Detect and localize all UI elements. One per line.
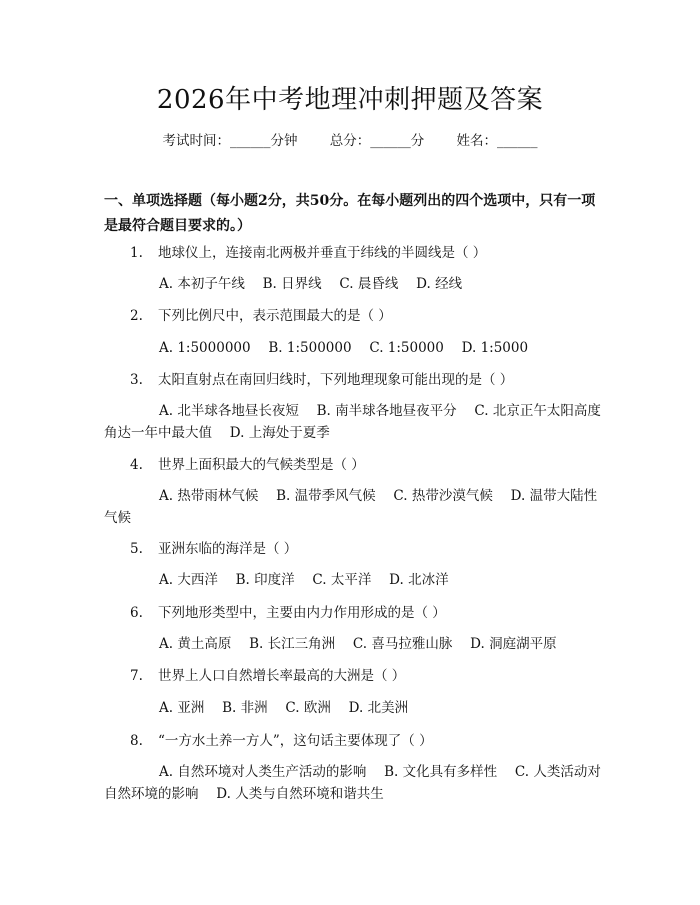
question-number: 3. [130, 372, 143, 388]
question-stem: 太阳直射点在南回归线时，下列地理现象可能出现的是（ ） [158, 372, 514, 388]
question-stem: 世界上人口自然增长率最高的大洲是（ ） [158, 668, 406, 684]
question-2 [130, 306, 392, 326]
question-stem: 下列比例尺中，表示范围最大的是（ ） [158, 308, 392, 324]
question-1 [130, 243, 486, 263]
question-8-options: A. 自然环境对人类生产活动的影响 B. 文化具有多样性 C. 人类活动对自然环境的影响 D. 人类与自然环境和谐共生 [104, 764, 601, 802]
question-4-options: A. 热带雨林气候 B. 温带季风气候 C. 热带沙漠气候 D. 温带大陆性气候 [104, 488, 598, 526]
exam-time-field: 考试时间：______分钟 [162, 133, 298, 149]
question-8 [130, 731, 433, 751]
question-number: 6. [130, 605, 143, 621]
question-5-options: A. 大西洋 B. 印度洋 C. 太平洋 D. 北冰洋 [159, 572, 449, 588]
question-1-options: A. 本初子午线 B. 日界线 C. 晨昏线 D. 经线 [159, 276, 463, 292]
question-number: 1. [130, 245, 143, 261]
question-number: 7. [130, 668, 143, 684]
question-stem: 亚洲东临的海洋是（ ） [158, 541, 298, 557]
question-6-options: A. 黄土高原 B. 长江三角洲 C. 喜马拉雅山脉 D. 洞庭湖平原 [159, 636, 557, 652]
page-title: 2026年中考地理冲刺押题及答案 [156, 85, 544, 115]
question-stem: “一方水土养一方人”，这句话主要体现了（ ） [158, 733, 433, 749]
question-number: 4. [130, 457, 143, 473]
question-3 [130, 370, 513, 390]
question-4 [130, 455, 365, 475]
question-2-options: A. 1:5000000 B. 1:500000 C. 1:50000 D. 1:5000 [159, 340, 529, 356]
student-name-field: 姓名：______ [456, 133, 538, 149]
question-number: 5. [130, 541, 143, 557]
question-6 [130, 603, 446, 623]
exam-info-line [0, 131, 700, 151]
total-score-field: 总分：______分 [329, 133, 425, 149]
question-5 [130, 539, 297, 559]
question-stem: 世界上面积最大的气候类型是（ ） [158, 457, 365, 473]
question-number: 8. [130, 733, 143, 749]
question-number: 2. [130, 308, 143, 324]
section-heading: 一、单项选择题（每小题2分，共50分。在每小题列出的四个选项中，只有一项是最符合题目要求的。） [104, 193, 596, 234]
question-stem: 下列地形类型中，主要由内力作用形成的是（ ） [158, 605, 446, 621]
question-stem: 地球仪上，连接南北两极并垂直于纬线的半圆线是（ ） [158, 245, 487, 261]
question-7-options: A. 亚洲 B. 非洲 C. 欧洲 D. 北美洲 [159, 700, 409, 716]
question-7 [130, 666, 405, 686]
question-3-options: A. 北半球各地昼长夜短 B. 南半球各地昼夜平分 C. 北京正午太阳高度角达一年中最大值 D. 上海处于夏季 [104, 403, 601, 441]
